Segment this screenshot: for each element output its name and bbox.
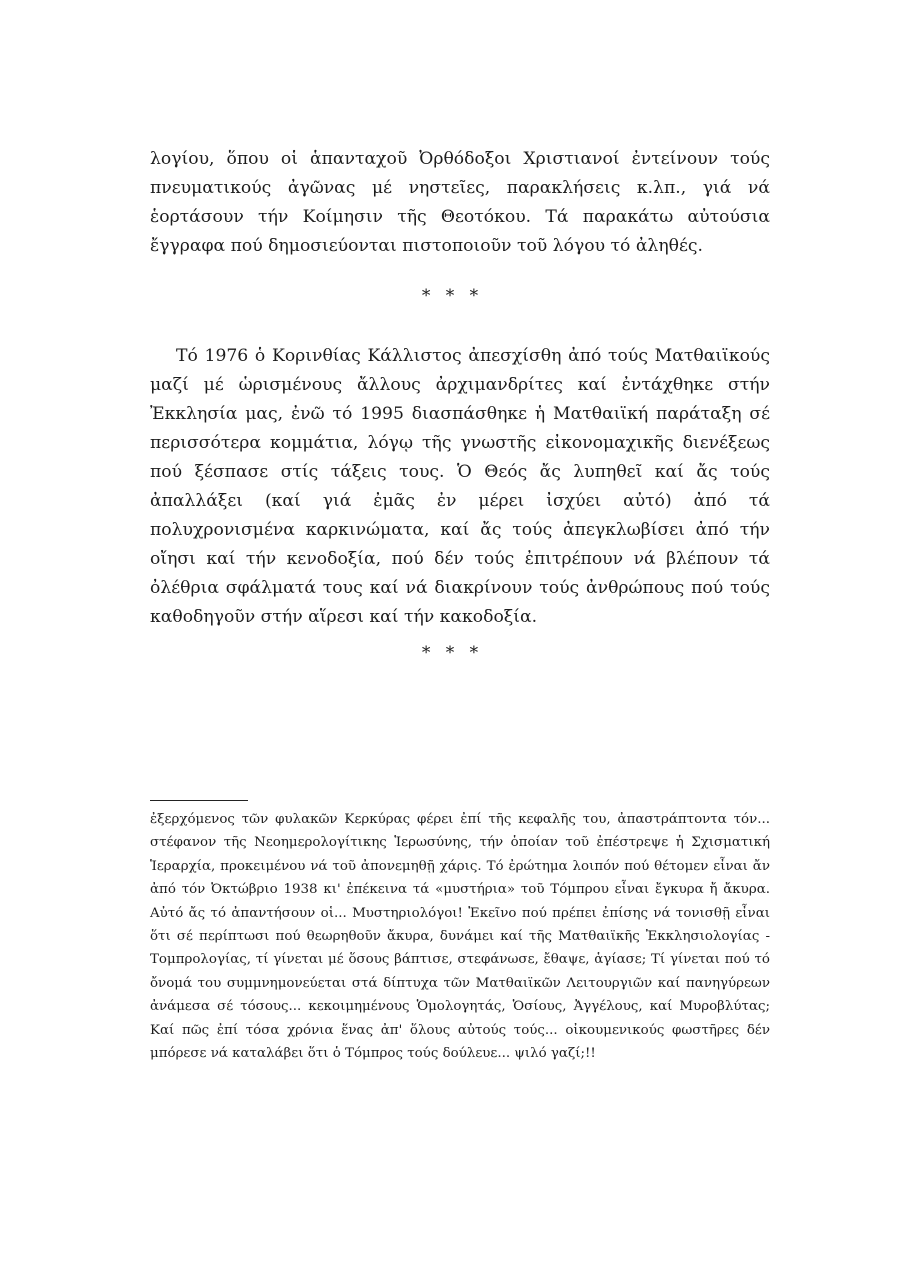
section-separator: * * * — [421, 643, 484, 663]
paragraph-main: Τό 1976 ὁ Κορινθίας Κάλλιστος ἀπεσχίσθη ἀπό τούς Ματθαιϊκούς μαζί μέ ὡρισμένους ἄλλους ἀρχιμανδρίτες καί ἐντάχθηκε στήν Ἐκκλησία μας, ἐνῶ τό 1995 διασπάσθηκε ἡ Ματθαιϊκή παράταξη σέ περισσότερα κομμάτια, λόγῳ τῆς γνωστῆς εἰκονομαχικῆς διενέξεως πού ξέσπασε στίς τάξεις τους. Ὁ Θεός ἄς λυπηθεῖ καί ἄς τούς ἀπαλλάξει (καί γιά ἐμᾶς ἐν μέρει ἰσχύει αὐτό) ἀπό τά πολυχρονισμένα καρκινώματα, καί ἄς τούς ἀπεγκλωβίσει ἀπό τήν οἴησι καί τήν κενοδοξία, πού δέν τούς ἐπιτρέπουν νά βλέπουν τά ὀλέθρια σφάλματά τους καί νά διακρίνουν τούς ἀνθρώπους πού τούς καθοδηγοῦν στήν αἵρεσι καί τήν κακοδοξία. — [150, 346, 770, 627]
footnote-rule — [150, 800, 248, 801]
paragraph-intro: λογίου, ὅπου οἱ ἁπανταχοῦ Ὀρθόδοξοι Χριστιανοί ἐντείνουν τούς πνευματικούς ἀγῶνας μέ νηστεῖες, παρακλήσεις κ.λπ., γιά νά ἑορτάσουν τήν Κοίμησιν τῆς Θεοτόκου. Τά παρακάτω αὐτούσια ἔγγραφα πού δημοσιεύονται πιστοποιοῦν τοῦ λόγου τό ἀληθές. — [150, 149, 770, 256]
section-separator: * * * — [421, 286, 484, 306]
footnote-text: ἐξερχόμενος τῶν φυλακῶν Κερκύρας φέρει ἐπί τῆς κεφαλῆς του, ἀπαστράπτοντα τόν... στέφανον τῆς Νεοημερολογίτικης Ἱερωσύνης, τήν ὁποίαν τοῦ ἐπέστρεψε ἡ Σχισματική Ἱεραρχία, προκειμένου νά τοῦ ἀπονεμηθῇ χάρις. Τό ἐρώτημα λοιπόν πού θέτομεν εἶναι ἄν ἀπό τόν Ὀκτώβριο 1938 κι' ἐπέκεινα τά «μυστήρια» τοῦ Τόμπρου εἶναι ἔγκυρα ἤ ἄκυρα. Αὐτό ἄς τό ἀπαντήσουν οἱ... Μυστηριολόγοι! Ἐκεῖνο πού πρέπει ἐπίσης νά τονισθῇ εἶναι ὅτι σέ περίπτωσι πού θεωρηθοῦν ἄκυρα, δυνάμει καί τῆς Ματθαιϊκῆς Ἐκκλησιολογίας - Τομπρολογίας, τί γίνεται μέ ὅσους βάπτισε, στεφάνωσε, ἔθαψε, ἁγίασε; Τί γίνεται πού τό ὄνομά του συμμνημονεύεται στά δίπτυχα τῶν Ματθαιϊκῶν Λειτουργιῶν καί πανηγύρεων ἀνάμεσα σέ τόσους... κεκοιμημένους Ὁμολογητάς, Ὁσίους, Ἀγγέλους, καί Μυροβλύτας; Καί πῶς ἐπί τόσα χρόνια ἕνας ἀπ' ὅλους αὐτούς τούς... οἰκουμενικούς φωστῆρες δέν μπόρεσε νά καταλάβει ὅτι ὁ Τόμπρος τούς δούλευε... ψιλό γαζί;!! — [150, 812, 770, 1062]
